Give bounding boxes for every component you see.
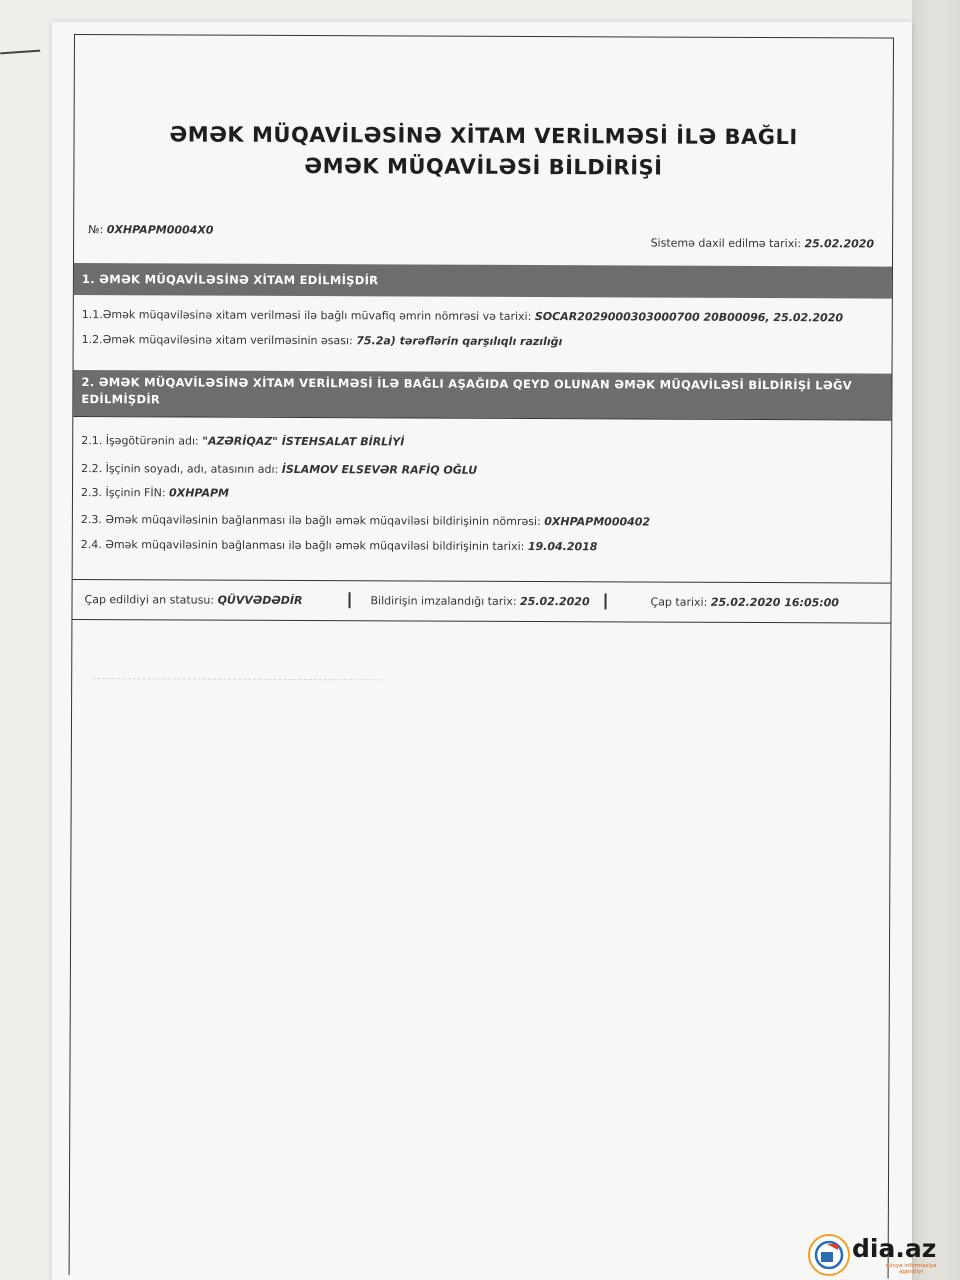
item-label: 1.2.Əmək müqaviləsinə xitam verilməsinin əsası: [81,333,353,348]
footer-separator [604,593,606,609]
item-value: "AZƏRİQAZ" İSTEHSALAT BİRLİYİ [202,434,405,449]
item-value: SOCAR2029000303000700 20B00096, 25.02.2020 [534,310,844,325]
section-2-item-5 [81,538,598,553]
section-2-item-4 [81,513,650,528]
footer-signed-label: Bildirişin imzalandığı tarix: [370,594,517,608]
section-1-item-1 [82,308,843,324]
item-label: 2.3. İşçinin FİN: [80,486,166,500]
document-number [88,223,213,237]
system-entry-date [651,237,875,251]
system-entry-date-label: Sistemə daxil edilmə tarixi: [650,236,802,251]
item-label: 2.1. İşəgötürənin adı: [81,434,199,448]
section-1-heading: 1. ƏMƏK MÜQAVİLƏSİNƏ XİTAM EDİLMİŞDİR [74,263,892,299]
faded-line [92,678,382,684]
section-2-heading: 2. ƏMƏK MÜQAVİLƏSİNƏ XİTAM VERİLMƏSİ İLƏ BAĞLI AŞAĞIDA QEYD OLUNAN ƏMƏK MÜQAVİLƏSİ BİLDİRİŞİ LƏĞV EDİLMİŞDİR [73,370,891,420]
document-title [74,119,892,185]
watermark-brand: dia.az [852,1234,937,1263]
footer-signed-value: 25.02.2020 [520,594,590,609]
item-value: 19.04.2018 [527,539,598,554]
item-value: İSLAMOV ELSEVƏR RAFİQ OĞLU [281,462,478,477]
title-line-1: ƏMƏK MÜQAVİLƏSİNƏ XİTAM VERİLMƏSİ İLƏ BAĞLI [169,122,798,150]
item-label: 2.3. Əmək müqaviləsinin bağlanması ilə bağlı əmək müqaviləsi bildirişinin nömrəsi: [80,513,541,529]
item-label: 1.1.Əmək müqaviləsinə xitam verilməsi ilə bağlı müvafiq əmrin nömrəsi və tarixi: [81,308,532,323]
section-1-item-2 [82,333,563,348]
watermark-tagline: dünya informasiya agentliyi [885,1263,937,1275]
divider [73,579,891,584]
system-entry-date-value: 25.02.2020 [804,237,875,251]
footer-print-value: 25.02.2020 16:05:00 [710,595,840,610]
footer-status-label: Çap edildiyi an statusu: [84,593,215,607]
item-value: 0XHPAPM000402 [544,515,651,529]
watermark-logo [808,1234,948,1274]
background-edge [912,0,960,1280]
globe-icon [808,1234,850,1276]
section-2-item-2 [81,462,477,477]
footer-separator [348,592,350,608]
item-value: 75.2a) tərəflərin qarşılıqlı razılığı [356,334,563,349]
footer-print-date [650,596,839,610]
section-2-item-1 [81,434,404,448]
item-label: 2.4. Əmək müqaviləsinin bağlanması ilə bağlı əmək müqaviləsi bildirişinin tarixi: [80,538,525,553]
document-number-value: 0XHPAPM0004X0 [106,223,214,237]
document-frame [69,34,894,1279]
footer-status [85,593,303,607]
footer-signed-date [371,594,590,608]
footer-print-label: Çap tarixi: [650,595,708,609]
document-number-label: №: [88,223,104,237]
title-line-2: ƏMƏK MÜQAVİLƏSİ BİLDİRİŞİ [304,154,663,180]
item-value: 0XHPAPM [169,486,230,500]
divider [72,619,890,624]
footer-status-value: QÜVVƏDƏDİR [217,593,303,608]
document-page [52,22,912,1280]
item-label: 2.2. İşçinin soyadı, adı, atasının adı: [81,462,279,476]
section-2-item-3 [81,486,229,500]
